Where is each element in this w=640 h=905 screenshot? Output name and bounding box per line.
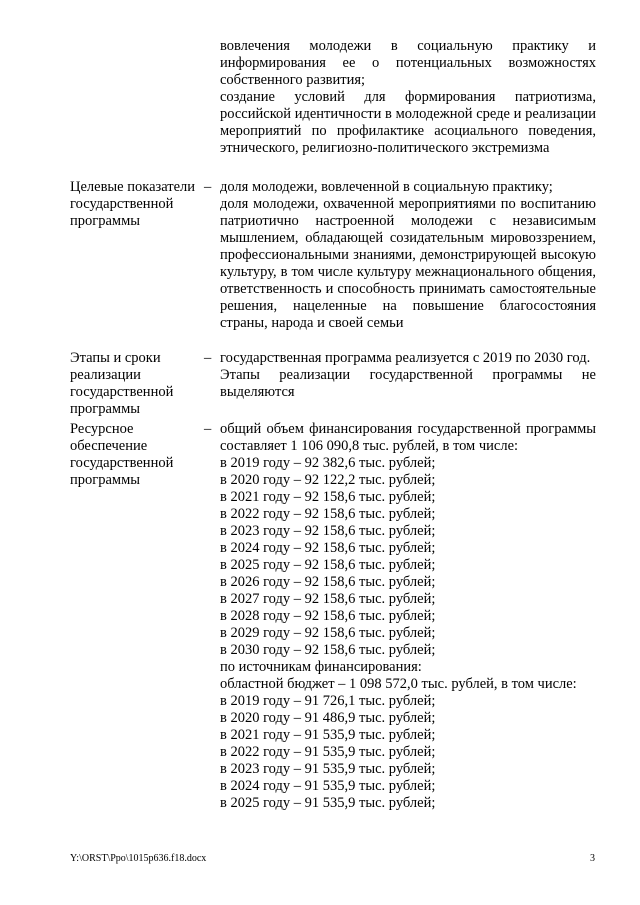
regional-year-line: в 2024 году – 91 535,9 тыс. рублей;: [220, 778, 436, 794]
intro-paragraph-1: вовлечения молодежи в социальную практику и информирования ее о потенциальных возможностях собственного развития;: [220, 38, 596, 88]
funding-year-line: в 2030 году – 92 158,6 тыс. рублей;: [220, 642, 436, 658]
funding-year-line: в 2029 году – 92 158,6 тыс. рублей;: [220, 625, 436, 641]
regional-year-line: в 2019 году – 91 726,1 тыс. рублей;: [220, 693, 436, 709]
regional-year-line: в 2022 году – 91 535,9 тыс. рублей;: [220, 744, 436, 760]
page-number: 3: [590, 853, 595, 864]
funding-year-line: в 2028 году – 92 158,6 тыс. рублей;: [220, 608, 436, 624]
funding-year-line: в 2026 году – 92 158,6 тыс. рублей;: [220, 574, 436, 590]
funding-year-line: в 2024 году – 92 158,6 тыс. рублей;: [220, 540, 436, 556]
footer-file-path: Y:\ORST\Ppo\1015p636.f18.docx: [70, 853, 207, 864]
funding-year-line: в 2027 году – 92 158,6 тыс. рублей;: [220, 591, 436, 607]
funding-year-line: в 2023 году – 92 158,6 тыс. рублей;: [220, 523, 436, 539]
resources-label: Ресурсное обеспечение государственной программы: [70, 421, 174, 488]
regional-budget-line: областной бюджет – 1 098 572,0 тыс. рублей, в том числе:: [220, 676, 577, 692]
stages-paragraph-2: Этапы реализации государственной программы не выделяются: [220, 367, 596, 400]
regional-year-line: в 2025 году – 91 535,9 тыс. рублей;: [220, 795, 436, 811]
funding-year-line: в 2021 году – 92 158,6 тыс. рублей;: [220, 489, 436, 505]
funding-year-line: в 2020 году – 92 122,2 тыс. рублей;: [220, 472, 436, 488]
regional-year-line: в 2023 году – 91 535,9 тыс. рублей;: [220, 761, 436, 777]
intro-content: [220, 38, 596, 157]
stages-paragraph-1: государственная программа реализуется с 2019 по 2030 год.: [220, 350, 591, 366]
indicators-paragraph-1: доля молодежи, вовлеченной в социальную практику;: [220, 179, 553, 195]
indicators-dash: –: [204, 179, 212, 195]
indicators-label: Целевые показатели государственной программы: [70, 179, 196, 229]
resources-content: [220, 421, 596, 812]
regional-year-line: в 2020 году – 91 486,9 тыс. рублей;: [220, 710, 436, 726]
regional-year-line: в 2021 году – 91 535,9 тыс. рублей;: [220, 727, 436, 743]
stages-label: Этапы и сроки реализации государственной программы: [70, 350, 174, 417]
funding-year-line: в 2019 году – 92 382,6 тыс. рублей;: [220, 455, 436, 471]
resources-intro: общий объем финансирования государственной программы составляет 1 106 090,8 тыс. рублей, в том числе:: [220, 421, 596, 454]
intro-paragraph-2: создание условий для формирования патриотизма, российской идентичности в молодежной среде и реализации мероприятий по профилактике асоциального поведения, этнического, религиозно-политического экстремизма: [220, 89, 596, 156]
funding-year-line: в 2022 году – 92 158,6 тыс. рублей;: [220, 506, 436, 522]
stages-dash: –: [204, 350, 212, 366]
resources-dash: –: [204, 421, 212, 437]
indicators-paragraph-2: доля молодежи, охваченной мероприятиями по воспитанию патриотично настроенной молодежи с независимым мышлением, обладающей созидательным мировоззрением, профессиональными знаниями, демонстрирующей высокую культуру, в том числе культуру межнационального общения, ответственность и способность принимать самостоятельные решения, нацеленные на повышение благосостояния страны, народа и своей семьи: [220, 196, 596, 331]
stages-content: [220, 350, 596, 401]
indicators-content: [220, 179, 596, 332]
funding-sources-label: по источникам финансирования:: [220, 659, 422, 675]
funding-year-line: в 2025 году – 92 158,6 тыс. рублей;: [220, 557, 436, 573]
